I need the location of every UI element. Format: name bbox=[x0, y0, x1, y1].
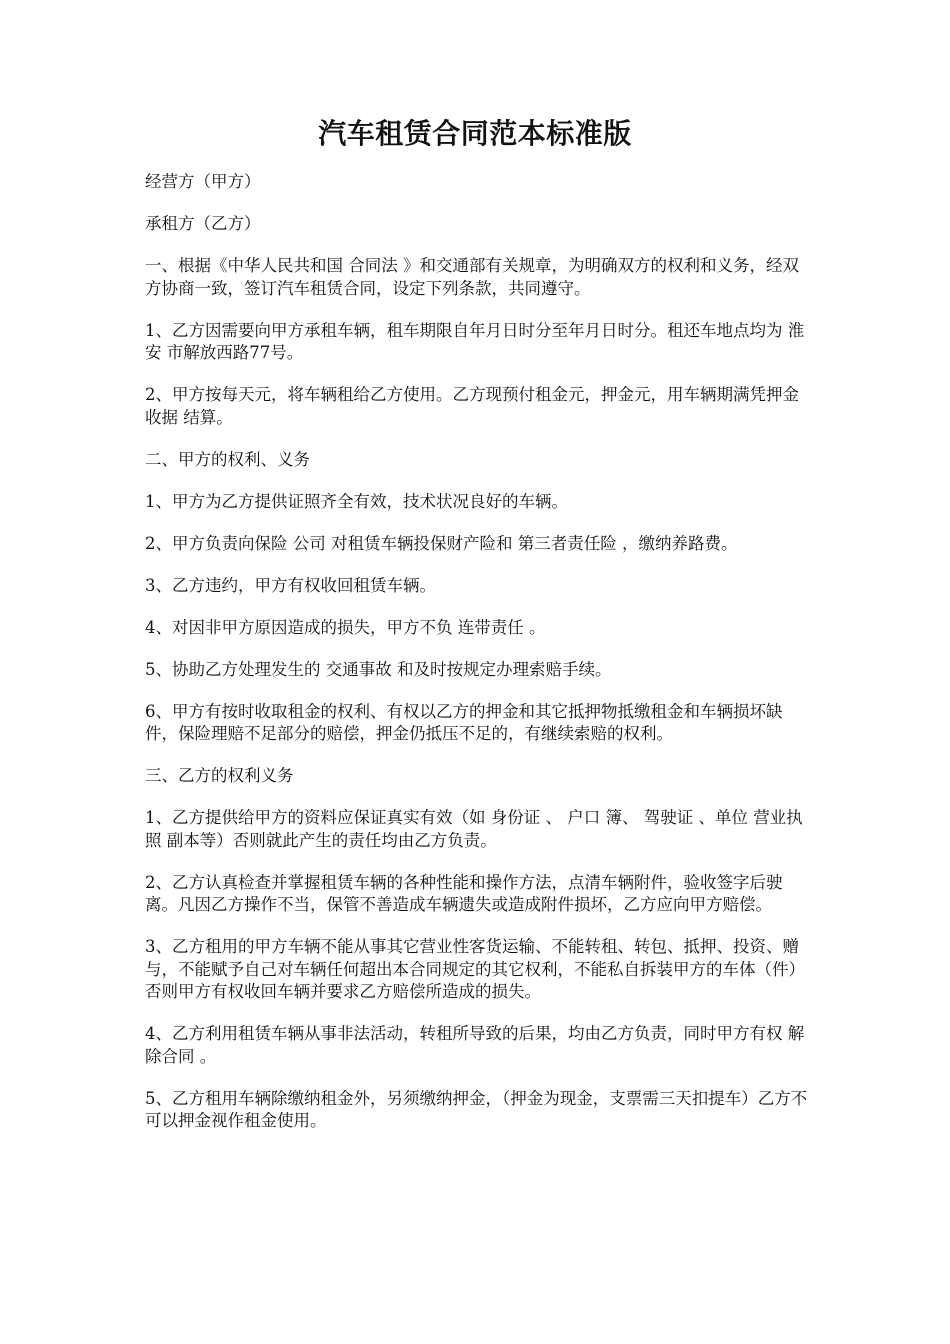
clause-3-2: 2、乙方认真检查并掌握租赁车辆的各种性能和操作方法，点清车辆附件，验收签字后驶离。凡因乙方操作不当，保管不善造成车辆遗失或造成附件损坏，乙方应向甲方赔偿。 bbox=[145, 872, 783, 914]
section-1-intro: 一、根据《中华人民共和国 合同法 》和交通部有关规章，为明确双方的权利和义务，经双方协商一致，签订汽车租赁合同，设定下列条款，共同遵守。 bbox=[145, 256, 799, 298]
clause-1-1: 1、乙方因需要向甲方承租车辆，租车期限自年月日时分至年月日时分。租还车地点均为 淮安 市解放西路77号。 bbox=[145, 320, 805, 362]
section-3-heading: 三、乙方的权利义务 bbox=[145, 766, 294, 785]
clause-2-1: 1、甲方为乙方提供证照齐全有效，技术状况良好的车辆。 bbox=[145, 491, 568, 511]
clause-2-4: 4、对因非甲方原因造成的损失，甲方不负 连带责任 。 bbox=[145, 617, 546, 637]
clause-2-5: 5、协助乙方处理发生的 交通事故 和及时按规定办理索赔手续。 bbox=[145, 659, 612, 679]
clause-3-5: 5、乙方租用车辆除缴纳租金外，另须缴纳押金，（押金为现金，支票需三天扣提车）乙方不可以押金视作租金使用。 bbox=[145, 1088, 808, 1130]
clause-3-4: 4、乙方利用租赁车辆从事非法活动，转租所导致的后果，均由乙方负责，同时甲方有权 解除合同 。 bbox=[145, 1024, 805, 1066]
clause-1-2: 2、甲方按每天元，将车辆租给乙方使用。乙方现预付租金元，押金元，用车辆期满凭押金 收据 结算。 bbox=[145, 385, 799, 427]
party-b-line: 承租方（乙方） bbox=[145, 214, 261, 233]
clause-3-1: 1、乙方提供给甲方的资料应保证真实有效（如 身份证 、 户口 簿、 驾驶证 、单位 营业执照 副本等）否则就此产生的责任均由乙方负责。 bbox=[145, 808, 803, 850]
clause-3-3: 3、乙方租用的甲方车辆不能从事其它营业性客货运输、不能转租、转包、抵押、投资、赠与，不能赋予自己对车辆任何超出本合同规定的其它权利，不能私自拆装甲方的车体（件）否则甲方有权收回车辆并要求乙方赔偿所造成的损失。 bbox=[145, 937, 805, 1001]
clause-2-3: 3、乙方违约，甲方有权收回租赁车辆。 bbox=[145, 575, 436, 595]
document-body bbox=[145, 171, 815, 1152]
clause-2-6: 6、甲方有按时收取租金的权利、有权以乙方的押金和其它抵押物抵缴租金和车辆损坏缺件，保险理赔不足部分的赔偿，押金仍抵压不足的，有继续索赔的权利。 bbox=[145, 701, 783, 743]
clause-2-2: 2、甲方负责向保险 公司 对租赁车辆投保财产险和 第三者责任险 ，缴纳养路费。 bbox=[145, 533, 738, 553]
section-2-heading: 二、甲方的权利、义务 bbox=[145, 449, 310, 469]
party-a-line: 经营方（甲方） bbox=[145, 172, 261, 191]
document-title: 汽车租赁合同范本标准版 bbox=[318, 117, 632, 150]
